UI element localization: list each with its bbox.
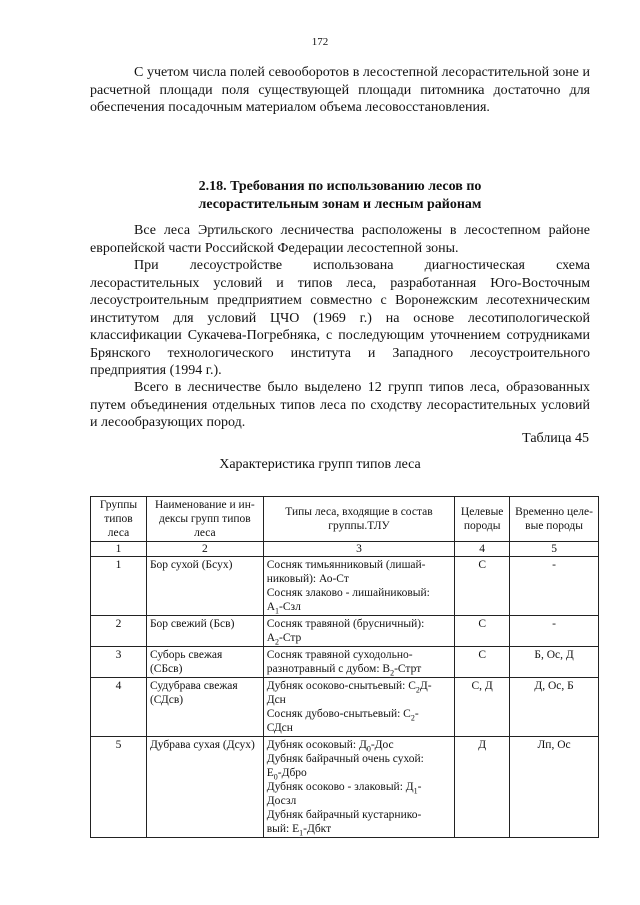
header-temporary-species: Временно целе- вые породы	[510, 497, 599, 542]
intro-paragraph: С учетом числа полей севооборотов в лесостепной лесорастительной зоне и расчетной площади поля существующей площади питомника достаточно для обеспечения посадочным материалом объема лесовосстановления.	[90, 65, 590, 115]
forest-types-cell: Сосняк травяной суходольно- разнотравный с дубом: $В_2$-Стрт	[263, 647, 454, 678]
target-species: С, Д	[455, 678, 510, 737]
target-species: Д	[455, 737, 510, 838]
section-heading-line1: 2.18. Требования по использованию лесов по	[198, 179, 482, 194]
column-number-row	[91, 542, 599, 557]
forest-types-cell: Сосняк тимьянниковый (лишай- никовый): Ао-Ст Сосняк злаково - лишайниковый: $А_1$-Сзл	[263, 557, 454, 616]
header-forest-types: Типы леса, входящие в состав группы.ТЛУ	[263, 497, 454, 542]
target-species: С	[455, 647, 510, 678]
section-paragraph-1: Все леса Эртильского лесничества расположены в лесостепном районе европейской части Российской Федерации лесостепной зоны.	[90, 223, 590, 256]
table-row	[91, 678, 599, 737]
group-name: Суборь свежая (СБсв)	[146, 647, 263, 678]
section-heading	[120, 178, 560, 213]
table-caption: Характеристика групп типов леса	[219, 457, 421, 472]
group-name: Дубрава сухая (Дсух)	[146, 737, 263, 838]
header-groups: Группы типов леса	[91, 497, 147, 542]
section-paragraph-3: Всего в лесничестве было выделено 12 групп типов леса, образованных путем объединения отдельных типов леса по сходству лесорастительных условий и лесообразующих пород.	[90, 380, 590, 430]
target-species: С	[455, 557, 510, 616]
row-number: 4	[91, 678, 147, 737]
row-number: 2	[91, 616, 147, 647]
header-target-species: Целевые породы	[455, 497, 510, 542]
forest-types-cell: Сосняк травяной (брусничный): $А_2$-Стр	[263, 616, 454, 647]
table-label: Таблица 45	[522, 431, 589, 446]
target-species: С	[455, 616, 510, 647]
column-number: 3	[263, 542, 454, 557]
group-name: Судубрава свежая (СДсв)	[146, 678, 263, 737]
forest-types-table	[90, 496, 599, 838]
temporary-species: Д, Ос, Б	[510, 678, 599, 737]
group-name: Бор свежий (Бсв)	[146, 616, 263, 647]
page-number: 172	[311, 36, 329, 48]
section-heading-line2: лесорастительным зонам и лесным районам	[198, 196, 482, 212]
temporary-species: Лп, Ос	[510, 737, 599, 838]
row-number: 3	[91, 647, 147, 678]
column-number: 4	[455, 542, 510, 557]
row-number: 5	[91, 737, 147, 838]
table-header-row	[91, 497, 599, 542]
column-number: 1	[91, 542, 147, 557]
temporary-species: -	[510, 557, 599, 616]
forest-types-cell: Дубняк осоково-снытьевый: $С_2Д-$ Дсн Сосняк дубово-снытьевый: $С_2-$ СДсн	[263, 678, 454, 737]
table-row	[91, 647, 599, 678]
header-name-index: Наименование и ин- дексы групп типов леса	[146, 497, 263, 542]
table-row	[91, 557, 599, 616]
row-number: 1	[91, 557, 147, 616]
forest-types-cell: Дубняк осоковый: $Д_0$-Дос Дубняк байрачный очень сухой: $Е_0$-Дбро Дубняк осоково - злаковый: $Д_1-$ Досзл Дубняк байрачный кустарнико- вый: $Е_1$-Дбкт	[263, 737, 454, 838]
group-name: Бор сухой (Бсух)	[146, 557, 263, 616]
temporary-species: Б, Ос, Д	[510, 647, 599, 678]
section-paragraph-2: При лесоустройстве использована диагностическая схема лесорастительных условий и типов леса, разработанная Юго-Восточным лесоустроительным предприятием совместно с Воронежским лесотехническим институтом для условий ЦЧО (1969 г.) на основе лесотипологической классификации Сукачева-Погребняка, с последующим уточнением сотрудниками Брянского технологического института и Западного лесоустроительного предприятия (1994 г.).	[90, 258, 590, 378]
table-row	[91, 737, 599, 838]
table-row	[91, 616, 599, 647]
column-number: 5	[510, 542, 599, 557]
column-number: 2	[146, 542, 263, 557]
temporary-species: -	[510, 616, 599, 647]
